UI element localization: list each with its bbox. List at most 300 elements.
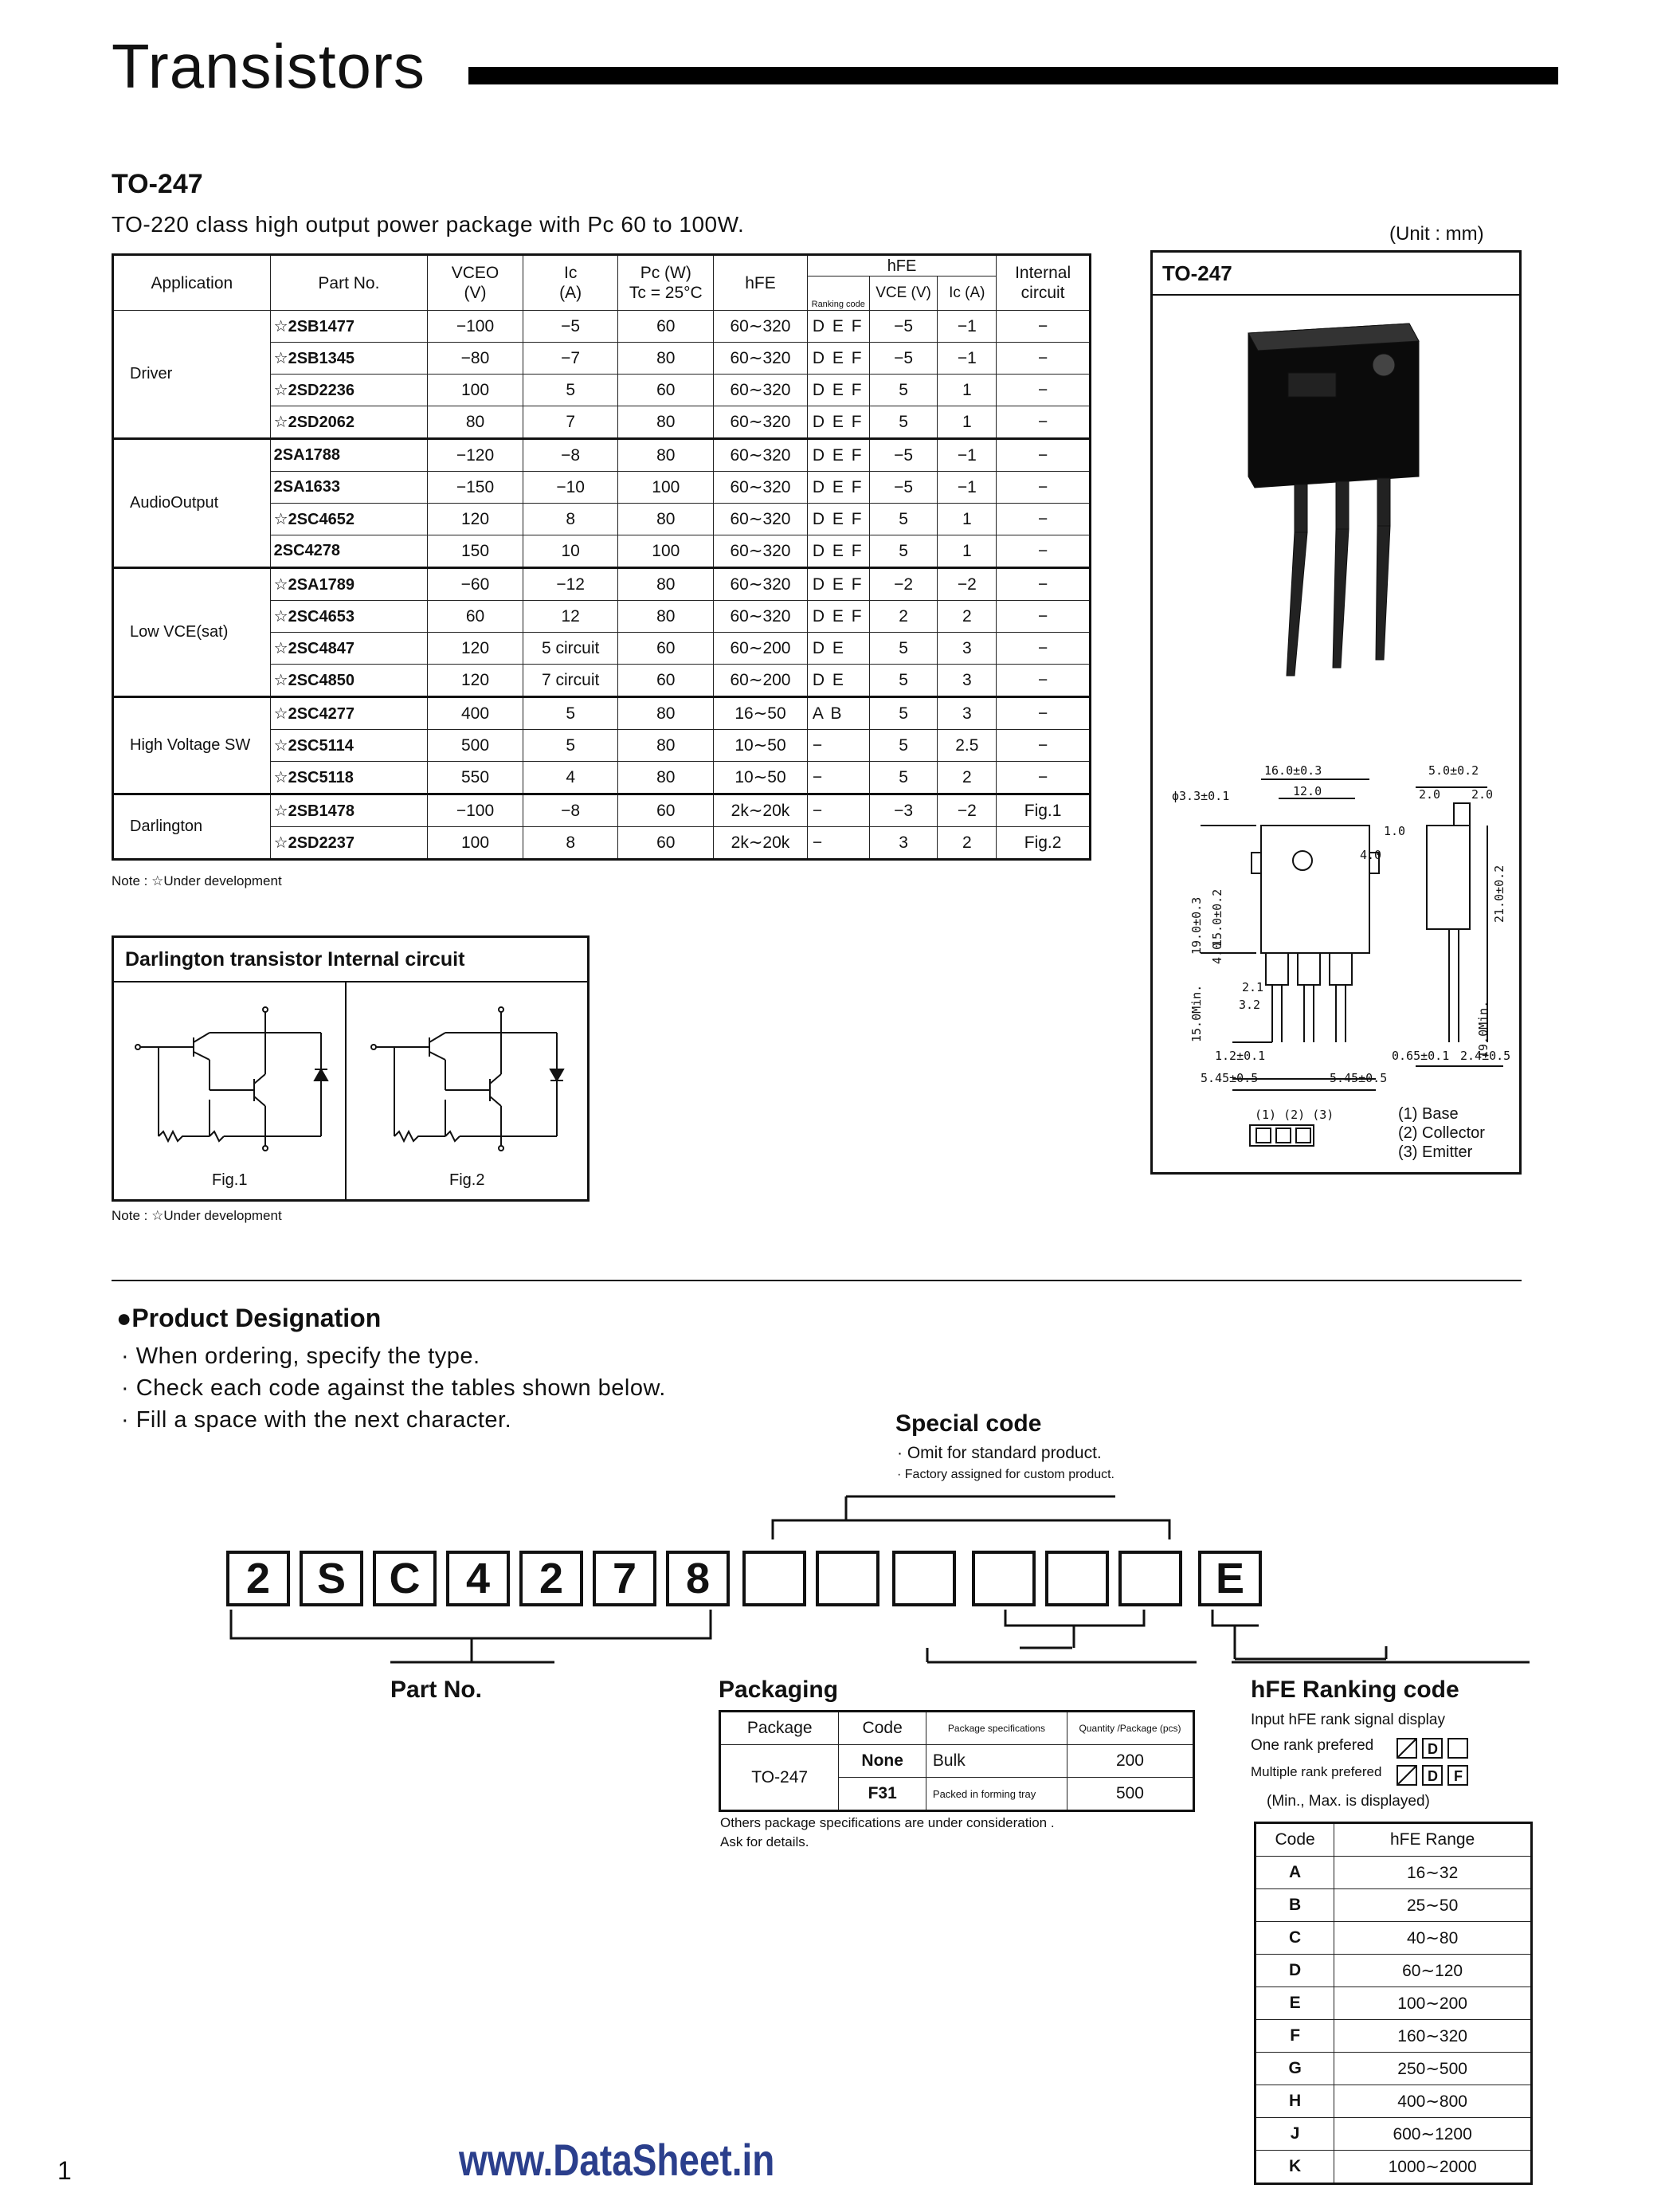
part-no-cell: ☆2SD2236 <box>270 375 428 406</box>
code-char-box: 7 <box>593 1551 656 1606</box>
ic-cell: 7 <box>523 406 618 439</box>
vceo-label: VCEO <box>451 263 499 282</box>
rank-display-boxes <box>1396 1737 1483 1788</box>
pc-cell: 60 <box>618 827 714 860</box>
application-cell: High Voltage SW <box>113 697 271 794</box>
code-blank-box <box>816 1551 879 1606</box>
col-part-no: Part No. <box>270 255 428 311</box>
rank-code-cell: H <box>1255 2085 1334 2118</box>
code-blank-box <box>1045 1551 1109 1606</box>
hfe-cell: 60∼320 <box>714 406 808 439</box>
rank-code-cell: C <box>1255 1922 1334 1955</box>
ic-label: Ic <box>563 263 578 282</box>
hfe-cell: 60∼320 <box>714 504 808 535</box>
col-hfe-group <box>807 255 996 276</box>
pk-col-qty: Quantity /Package (pcs) <box>1067 1712 1193 1745</box>
pk-col-spec: Package specifications <box>926 1712 1067 1745</box>
package-photo <box>1248 324 1419 676</box>
vce-cell: 3 <box>869 827 938 860</box>
rank-code-cell: D E F <box>807 504 869 535</box>
code-blank-box <box>742 1551 806 1606</box>
ranking-line2: One rank prefered <box>1251 1737 1374 1754</box>
rank-code-cell: − <box>807 794 869 827</box>
application-cell: Low VCE(sat) <box>113 568 271 697</box>
pc-cell: 60 <box>618 665 714 697</box>
vceo-cell: −150 <box>428 472 523 504</box>
ic2-cell: 2 <box>938 762 997 794</box>
ranking-line3: Multiple rank prefered <box>1251 1764 1382 1779</box>
ic-cell: −5 <box>523 311 618 343</box>
rank-code-cell: D E F <box>807 343 869 375</box>
part-no-cell: ☆2SC4847 <box>270 633 428 665</box>
bullet-2: · Check each code against the tables shown below. <box>121 1375 666 1401</box>
code-char-box: 2 <box>519 1551 583 1606</box>
vce-cell: 5 <box>869 406 938 439</box>
dim-d1: 16.0±0.3 <box>1264 763 1322 778</box>
rank-code-cell: D E <box>807 633 869 665</box>
svg-text:F: F <box>1454 1768 1463 1784</box>
code-char-box: C <box>373 1551 437 1606</box>
dim-d20: 5.45±0.5 <box>1201 1071 1259 1085</box>
pc-cell: 100 <box>618 535 714 568</box>
ic-cell: 5 circuit <box>523 633 618 665</box>
hfe-cell: 10∼50 <box>714 762 808 794</box>
spec-row <box>113 697 1091 730</box>
spec-row <box>113 794 1091 827</box>
ranking-line4: (Min., Max. is displayed) <box>1267 1793 1430 1810</box>
col-ic <box>523 255 618 311</box>
ic2-cell: 3 <box>938 633 997 665</box>
pin-numbers: (1) (2) (3) <box>1255 1108 1334 1122</box>
dim-d2: 12.0 <box>1293 784 1322 798</box>
rank-code-cell: A B <box>807 697 869 730</box>
legend-collector: (2) Collector <box>1398 1124 1485 1142</box>
vce-cell: −5 <box>869 311 938 343</box>
rank-row <box>1255 1922 1532 1955</box>
internal-circuit-cell: − <box>997 343 1091 375</box>
darlington-title: Darlington transistor Internal circuit <box>114 938 587 982</box>
vce-cell: −5 <box>869 472 938 504</box>
spec-table <box>112 253 1091 861</box>
pc-cell: 60 <box>618 794 714 827</box>
part-no-cell: ☆2SB1477 <box>270 311 428 343</box>
part-no-cell: 2SA1633 <box>270 472 428 504</box>
hfe-cell: 2k∼20k <box>714 827 808 860</box>
pc-cell: 80 <box>618 730 714 762</box>
internal-circuit-cell: − <box>997 504 1091 535</box>
vceo-cell: −80 <box>428 343 523 375</box>
pk-col-code: Code <box>839 1712 926 1745</box>
rank-col-code: Code <box>1255 1823 1334 1857</box>
rank-row <box>1255 1889 1532 1922</box>
ic2-cell: 1 <box>938 535 997 568</box>
internal-circuit-cell: − <box>997 535 1091 568</box>
vce-cell: 5 <box>869 375 938 406</box>
rank-row <box>1255 2151 1532 2184</box>
ic-cell: 12 <box>523 601 618 633</box>
rank-range-cell: 40∼80 <box>1334 1922 1532 1955</box>
pc-cell: 80 <box>618 762 714 794</box>
rank-range-cell: 400∼800 <box>1334 2085 1532 2118</box>
rank-row <box>1255 2020 1532 2053</box>
pc-cond: Tc = 25°C <box>629 284 703 303</box>
special-code-line1: · Omit for standard product. <box>897 1444 1102 1462</box>
designation-title: ●Product Designation <box>116 1304 382 1332</box>
code-blank-box <box>972 1551 1036 1606</box>
ic-cell: 5 <box>523 730 618 762</box>
ic-cell: 10 <box>523 535 618 568</box>
vce-cell: −3 <box>869 794 938 827</box>
rank-row <box>1255 2118 1532 2151</box>
darlington-note: Note : ☆Under development <box>112 1208 282 1223</box>
dim-d19: 2.4±0.5 <box>1460 1049 1511 1063</box>
darlington-circuits <box>114 980 587 1199</box>
pc-cell: 80 <box>618 343 714 375</box>
rank-code-cell: D E F <box>807 439 869 472</box>
unit-label: (Unit : mm) <box>1389 223 1484 245</box>
pc-cell: 80 <box>618 601 714 633</box>
ic2-cell: −2 <box>938 794 997 827</box>
ic2-cell: 2.5 <box>938 730 997 762</box>
fig2-label: Fig.2 <box>449 1171 485 1189</box>
hfe-cell: 60∼320 <box>714 375 808 406</box>
spec-note: Note : ☆Under development <box>112 873 282 888</box>
pk-col-package: Package <box>720 1712 839 1745</box>
pk-code-none: None <box>839 1745 926 1778</box>
rank-range-cell: 1000∼2000 <box>1334 2151 1532 2184</box>
part-no-cell: ☆2SD2062 <box>270 406 428 439</box>
rank-range-cell: 25∼50 <box>1334 1889 1532 1922</box>
internal-circuit-cell: − <box>997 665 1091 697</box>
part-no-cell: 2SA1788 <box>270 439 428 472</box>
vce-cell: −5 <box>869 343 938 375</box>
legend-base: (1) Base <box>1398 1105 1459 1123</box>
vce-cell: 5 <box>869 535 938 568</box>
dim-d18: 0.65±0.1 <box>1392 1049 1450 1063</box>
to247-package-drawing <box>1153 293 1519 1170</box>
bullet-1: · When ordering, specify the type. <box>121 1343 480 1369</box>
ic-cell: −8 <box>523 794 618 827</box>
hfe-cell: 60∼320 <box>714 601 808 633</box>
rank-range-cell: 100∼200 <box>1334 1987 1532 2020</box>
section-divider <box>112 1280 1522 1281</box>
internal-circuit-cell: − <box>997 311 1091 343</box>
internal-circuit-cell: − <box>997 601 1091 633</box>
part-no-cell: ☆2SA1789 <box>270 568 428 601</box>
vceo-cell: 100 <box>428 375 523 406</box>
page-number: 1 <box>57 2156 72 2185</box>
code-char-box: E <box>1198 1551 1262 1606</box>
part-no-cell: ☆2SD2237 <box>270 827 428 860</box>
code-char-box: 4 <box>446 1551 510 1606</box>
ic-cell: 8 <box>523 827 618 860</box>
vce-cell: 5 <box>869 762 938 794</box>
circuit-label: circuit <box>1020 284 1065 303</box>
rank-range-cell: 250∼500 <box>1334 2053 1532 2085</box>
internal-circuit-cell: Fig.1 <box>997 794 1091 827</box>
dim-d4: 5.0±0.2 <box>1428 763 1479 778</box>
special-code-title: Special code <box>895 1410 1042 1437</box>
pc-cell: 80 <box>618 406 714 439</box>
col-ranking: Ranking code <box>807 276 869 311</box>
rank-code-cell: D E F <box>807 535 869 568</box>
ic-cell: −12 <box>523 568 618 601</box>
spec-row <box>113 568 1091 601</box>
hfe-cell: 60∼320 <box>714 568 808 601</box>
vceo-cell: 100 <box>428 827 523 860</box>
pk-package: TO-247 <box>720 1745 839 1811</box>
rank-code-cell: D E F <box>807 601 869 633</box>
svg-text:D: D <box>1428 1741 1438 1757</box>
hfe-cell: 10∼50 <box>714 730 808 762</box>
dim-d3: ϕ3.3±0.1 <box>1172 789 1230 803</box>
col-internal <box>997 255 1091 311</box>
ic2-cell: 1 <box>938 375 997 406</box>
rank-row <box>1255 1987 1532 2020</box>
internal-circuit-cell: − <box>997 633 1091 665</box>
ranking-table <box>1254 1822 1533 2185</box>
section-description: TO-220 class high output power package with Pc 60 to 100W. <box>112 212 745 237</box>
pc-cell: 60 <box>618 375 714 406</box>
vceo-cell: −120 <box>428 439 523 472</box>
code-blank-box <box>892 1551 956 1606</box>
part-code-boxes <box>226 1551 1278 1614</box>
rank-code-cell: D E F <box>807 406 869 439</box>
hfe-cell: 2k∼20k <box>714 794 808 827</box>
pc-cell: 100 <box>618 472 714 504</box>
ic2-cell: −2 <box>938 568 997 601</box>
dim-d14: 3.2 <box>1239 998 1261 1012</box>
application-cell: AudioOutput <box>113 439 271 568</box>
rank-code-cell: − <box>807 730 869 762</box>
hfe-cell: 60∼320 <box>714 439 808 472</box>
part-no-cell: ☆2SB1478 <box>270 794 428 827</box>
internal-label: Internal <box>1015 263 1071 282</box>
pc-label: Pc (W) <box>640 263 691 282</box>
internal-circuit-cell: − <box>997 406 1091 439</box>
pk-spec-tray: Packed in forming tray <box>926 1778 1067 1811</box>
ic-cell: −7 <box>523 343 618 375</box>
ic2-cell: −1 <box>938 472 997 504</box>
code-char-box: 8 <box>666 1551 730 1606</box>
ic2-cell: 1 <box>938 504 997 535</box>
pk-qty-500: 500 <box>1067 1778 1193 1811</box>
dim-d21: 5.45±0.5 <box>1330 1071 1388 1085</box>
rank-code-cell: K <box>1255 2151 1334 2184</box>
ic2-cell: 1 <box>938 406 997 439</box>
website-watermark: www.DataSheet.in <box>459 2135 775 2185</box>
vceo-cell: 80 <box>428 406 523 439</box>
vceo-cell: 60 <box>428 601 523 633</box>
application-cell: Darlington <box>113 794 271 860</box>
part-no-cell: ☆2SC4653 <box>270 601 428 633</box>
vceo-cell: 500 <box>428 730 523 762</box>
pk-qty-200: 200 <box>1067 1745 1193 1778</box>
rank-code-cell: − <box>807 827 869 860</box>
vceo-cell: 120 <box>428 504 523 535</box>
dim-d13: 2.1 <box>1242 980 1264 994</box>
vce-cell: −2 <box>869 568 938 601</box>
special-code-line2: · Factory assigned for custom product. <box>897 1468 1114 1481</box>
vce-cell: 5 <box>869 504 938 535</box>
packaging-note-1: Others package specifications are under consideration . <box>720 1815 1055 1830</box>
internal-circuit-cell: − <box>997 730 1091 762</box>
vceo-unit: (V) <box>464 284 487 303</box>
dim-d8: 4.0 <box>1360 848 1382 862</box>
ic-cell: −10 <box>523 472 618 504</box>
legend-emitter: (3) Emitter <box>1398 1143 1473 1161</box>
part-no-cell: ☆2SC5114 <box>270 730 428 762</box>
pin-marks <box>1250 1125 1314 1146</box>
hfe-cell: 16∼50 <box>714 697 808 730</box>
rank-code-cell: D <box>1255 1955 1334 1987</box>
ic-cell: 5 <box>523 697 618 730</box>
hfe-cell: 60∼320 <box>714 343 808 375</box>
ic-cell: 8 <box>523 504 618 535</box>
pc-cell: 60 <box>618 633 714 665</box>
package-box-title: TO-247 <box>1153 253 1519 296</box>
vceo-cell: −100 <box>428 794 523 827</box>
code-blank-box <box>1118 1551 1182 1606</box>
code-char-box: 2 <box>226 1551 290 1606</box>
part-no-cell: 2SC4278 <box>270 535 428 568</box>
part-no-cell: ☆2SB1345 <box>270 343 428 375</box>
ic2-cell: 3 <box>938 665 997 697</box>
pk-code-f31: F31 <box>839 1778 926 1811</box>
rank-code-cell: G <box>1255 2053 1334 2085</box>
front-outline <box>1201 779 1382 1090</box>
dim-d9: 19.0±0.3 <box>1189 896 1204 955</box>
packaging-note-2: Ask for details. <box>720 1834 809 1849</box>
spec-row <box>113 439 1091 472</box>
vceo-cell: 120 <box>428 633 523 665</box>
col-vce: VCE (V) <box>869 276 938 311</box>
spec-row <box>113 311 1091 343</box>
rank-code-cell: J <box>1255 2118 1334 2151</box>
dim-d10: 15.0±0.2 <box>1210 888 1224 947</box>
ic2-cell: −1 <box>938 439 997 472</box>
ic2-cell: 2 <box>938 827 997 860</box>
rank-code-cell: D E F <box>807 375 869 406</box>
rank-row <box>1255 1857 1532 1889</box>
pc-cell: 80 <box>618 568 714 601</box>
hfe-cell: 60∼200 <box>714 633 808 665</box>
part-no-label: Part No. <box>390 1677 483 1703</box>
dim-d15: 15.0Min. <box>1189 984 1204 1042</box>
vceo-cell: −100 <box>428 311 523 343</box>
rank-code-cell: D E F <box>807 472 869 504</box>
fig1-circuit <box>135 1007 327 1151</box>
part-no-cell: ☆2SC4652 <box>270 504 428 535</box>
vce-cell: 5 <box>869 633 938 665</box>
ic-unit: (A) <box>559 284 582 303</box>
rank-code-cell: D E <box>807 665 869 697</box>
code-char-box: S <box>300 1551 363 1606</box>
application-cell: Driver <box>113 311 271 439</box>
internal-circuit-cell: − <box>997 568 1091 601</box>
rank-row <box>1255 1955 1532 1987</box>
rank-row <box>1255 2085 1532 2118</box>
internal-circuit-cell: − <box>997 472 1091 504</box>
hfe-cell: 60∼320 <box>714 472 808 504</box>
vceo-cell: 550 <box>428 762 523 794</box>
rank-range-cell: 16∼32 <box>1334 1857 1532 1889</box>
hfe-cell: 60∼320 <box>714 535 808 568</box>
title-rule <box>468 67 1558 84</box>
vce-cell: 5 <box>869 697 938 730</box>
hfe-group-label: hFE <box>887 257 917 275</box>
vceo-cell: −60 <box>428 568 523 601</box>
dim-d17: 1.2±0.1 <box>1215 1049 1266 1063</box>
internal-circuit-cell: − <box>997 697 1091 730</box>
rank-range-cell: 600∼1200 <box>1334 2118 1532 2151</box>
vce-cell: −5 <box>869 439 938 472</box>
rank-code-cell: − <box>807 762 869 794</box>
internal-circuit-cell: − <box>997 375 1091 406</box>
rank-row <box>1255 2053 1532 2085</box>
packaging-title: Packaging <box>719 1677 839 1703</box>
col-ic2: Ic (A) <box>938 276 997 311</box>
ranking-line1: Input hFE rank signal display <box>1251 1712 1445 1728</box>
dim-d6: 2.0 <box>1471 787 1494 802</box>
hfe-cell: 60∼320 <box>714 311 808 343</box>
fig2-circuit <box>371 1007 563 1151</box>
vce-cell: 5 <box>869 730 938 762</box>
ic2-cell: −1 <box>938 343 997 375</box>
rank-col-range: hFE Range <box>1334 1823 1532 1857</box>
rank-code-cell: D E F <box>807 311 869 343</box>
ic-cell: −8 <box>523 439 618 472</box>
pk-spec-bulk: Bulk <box>926 1745 1067 1778</box>
ic-cell: 5 <box>523 375 618 406</box>
rank-code-cell: B <box>1255 1889 1334 1922</box>
col-pc <box>618 255 714 311</box>
vceo-cell: 400 <box>428 697 523 730</box>
hfe-cell: 60∼200 <box>714 665 808 697</box>
ranking-title: hFE Ranking code <box>1251 1677 1459 1703</box>
vce-cell: 2 <box>869 601 938 633</box>
svg-text:D: D <box>1428 1768 1438 1784</box>
internal-circuit-cell: Fig.2 <box>997 827 1091 860</box>
part-no-cell: ☆2SC4277 <box>270 697 428 730</box>
col-application: Application <box>113 255 271 311</box>
rank-code-cell: D E F <box>807 568 869 601</box>
vceo-cell: 120 <box>428 665 523 697</box>
dim-d7: 1.0 <box>1384 824 1406 838</box>
page-title: Transistors <box>112 31 425 101</box>
rank-range-cell: 160∼320 <box>1334 2020 1532 2053</box>
rank-code-cell: F <box>1255 2020 1334 2053</box>
ic2-cell: 2 <box>938 601 997 633</box>
internal-circuit-cell: − <box>997 762 1091 794</box>
rank-range-cell: 60∼120 <box>1334 1955 1532 1987</box>
vceo-cell: 150 <box>428 535 523 568</box>
pc-cell: 80 <box>618 504 714 535</box>
col-hfe: hFE <box>714 255 808 311</box>
rank-code-cell: A <box>1255 1857 1334 1889</box>
dim-d5: 2.0 <box>1419 787 1441 802</box>
rank-code-cell: E <box>1255 1987 1334 2020</box>
dim-d12: 21.0±0.2 <box>1492 865 1506 923</box>
dim-d16: 19.0Min. <box>1476 1000 1491 1058</box>
section-title: TO-247 <box>112 169 203 199</box>
pc-cell: 80 <box>618 697 714 730</box>
part-no-cell: ☆2SC5118 <box>270 762 428 794</box>
internal-circuit-cell: − <box>997 439 1091 472</box>
ic-cell: 4 <box>523 762 618 794</box>
dim-d11: 4.0 <box>1210 942 1224 964</box>
vce-cell: 5 <box>869 665 938 697</box>
